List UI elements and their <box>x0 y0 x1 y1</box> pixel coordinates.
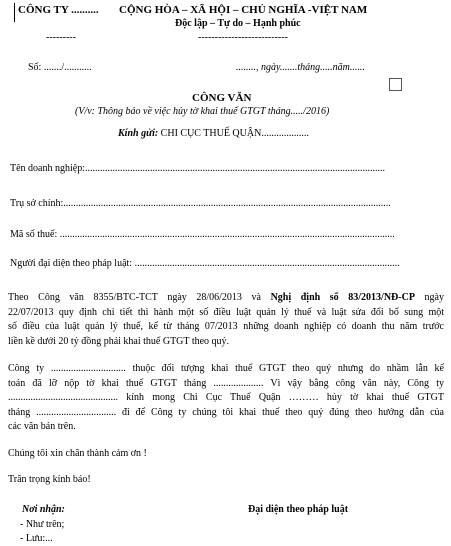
paragraph-lead: Theo Công văn 8355/BTC-TCT ngày 28/06/2013 và <box>8 292 271 303</box>
paragraph-request <box>8 362 444 435</box>
field-head-office: Trụ sở chính:................................................................................................................................... <box>10 198 391 209</box>
field-tax-code: Mã số thuế: ...................................................................................................................................... <box>10 229 395 240</box>
left-margin-bar <box>14 3 15 22</box>
paragraph-line: số điều của luật quản lý thuế, kể từ tháng 07/2013 những doanh nghiệp có doanh thu năm trước <box>8 321 444 332</box>
paragraph-line: liền kề dưới 20 tỷ đồng phải khai thuế GTGT theo quý. <box>8 335 230 347</box>
signer-title: Đại diện theo pháp luật <box>248 504 349 515</box>
field-legal-representative: Người đại diện theo pháp luật: .......................................................................................................... <box>10 258 400 269</box>
national-title: CỘNG HÒA – XÃ HỘI – CHỦ NGHĨA -VIỆT NAM <box>119 4 368 16</box>
recipient-item: - Lưu:... <box>20 533 53 544</box>
paragraph-line: các văn bản trên. <box>8 421 76 432</box>
recipient-name: CHI CỤC THUẾ QUẬN................... <box>160 128 309 139</box>
paragraph-line: 22/07/2013 quy định chi tiết thi hành một số điều luật quản lý thuế và luật sửa đổi bổ sung một <box>8 306 444 318</box>
paragraph-line: tháng ................................ đi để Công ty chúng tôi khai thuế theo quý đúng theo hướng dẫn của <box>8 406 444 418</box>
checkbox[interactable] <box>389 78 402 91</box>
recipient-line <box>118 128 309 139</box>
company-underline: --------- <box>46 32 76 43</box>
paragraph-regulation <box>8 291 444 349</box>
document-title: CÔNG VĂN <box>192 92 252 104</box>
motto-underline: --------------------------- <box>198 32 288 43</box>
regards-line: Trân trọng kính báo! <box>8 474 91 485</box>
thanks-line: Chúng tôi xin chân thành cảm ơn ! <box>8 448 147 459</box>
document-subject: (V/v: Thông báo về việc hủy tờ khai thuế GTGT tháng...../2016) <box>75 106 330 117</box>
paragraph-line: toán đã lỡ nộp tờ khai thuế GTGT tháng .................... Vì vậy bằng công văn này, Công ty <box>8 377 444 389</box>
recipient-label: Kính gửi: <box>118 128 159 139</box>
field-company-name: Tên doanh nghiệp:........................................................................................................................ <box>10 163 385 174</box>
document-date: ........, ngày.......tháng.....năm...... <box>236 62 365 73</box>
decree-reference: Nghị định số 83/2013/NĐ-CP <box>270 292 415 303</box>
recipients-label: Nơi nhận: <box>22 504 65 515</box>
paragraph-line: ............................................ kính mong Chi Cục Thuế Quận ……… hủy tờ khai thuế GTGT <box>8 392 444 403</box>
paragraph-line <box>8 291 444 306</box>
company-name: CÔNG TY .......... <box>18 4 99 16</box>
document-number: Số: ......./........... <box>28 62 92 73</box>
national-motto: Độc lập – Tự do – Hạnh phúc <box>175 18 301 29</box>
recipient-item: - Như trên; <box>20 519 65 530</box>
paragraph-tail: ngày <box>414 292 444 303</box>
paragraph-line: Công ty .............................. thuộc đối tượng khai thuế GTGT theo quý nhưng do nhầm lẫn kế <box>8 363 444 374</box>
